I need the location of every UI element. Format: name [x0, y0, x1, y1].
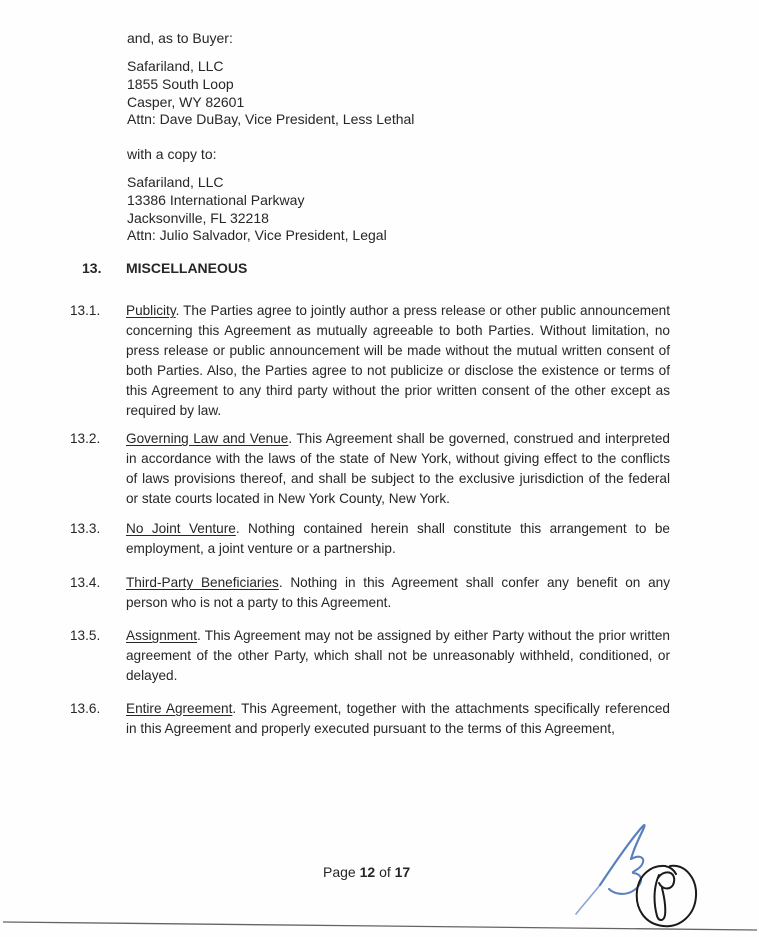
subsection-body: . This Agreement shall be governed, construed and interpreted in accordance with the laws of the state of New York, without giving effect to the conflicts of laws provisions thereof, and shall be subject to the exclusive jurisdiction of the federal or state courts located in New York County, New York.: [126, 431, 670, 506]
subsection-body: . The Parties agree to jointly author a press release or other public announcement concerning this Agreement as mutually agreeable to both Parties. Without limitation, no press release or public announcement will be made without the mutual written consent of both Parties. Also, the Parties agree to not publicize or disclose the existence or terms of this Agreement to any third party without the prior written consent of the other except as required by law.: [126, 303, 670, 418]
page-footer: [323, 864, 410, 880]
subsection-number: 13.4.: [70, 575, 101, 590]
address-line: Jacksonville, FL 32218: [127, 209, 269, 226]
subsection-number: 13.5.: [70, 628, 101, 643]
subsection-body: . This Agreement may not be assigned by either Party without the prior written agreement of the other Party, which shall not be unreasonably withheld, conditioned, or delayed.: [126, 628, 670, 683]
subsection-text: [126, 699, 670, 739]
handwritten-initial-blue-icon: [576, 825, 645, 914]
subsection-13-2: [70, 429, 670, 509]
subsection-text: [126, 301, 670, 421]
subsection-body: . Nothing in this Agreement shall confer any benefit on any person who is not a party to this Agreement.: [126, 575, 670, 610]
scan-artifact-line: [0, 912, 759, 937]
address-line: 13386 International Parkway: [127, 191, 305, 208]
subsection-13-3: [70, 519, 670, 559]
footer-total-pages: 17: [394, 864, 411, 880]
address-line: Attn: Julio Salvador, Vice President, Legal: [127, 227, 387, 244]
subsection-13-4: [70, 573, 670, 613]
subsection-text: [126, 429, 670, 509]
subsection-number: 13.2.: [70, 431, 101, 446]
section-heading: [82, 260, 247, 276]
subsection-heading: Third-Party Beneficiaries: [126, 575, 279, 590]
subsection-heading: Entire Agreement: [126, 701, 233, 716]
address-line: 1855 South Loop: [127, 75, 234, 92]
subsection-13-1: [70, 301, 670, 421]
subsection-body: . Nothing contained herein shall constitute this arrangement to be employment, a joint venture or a partnership.: [126, 521, 670, 556]
footer-page-label: Page: [323, 864, 356, 880]
subsection-heading: Assignment: [126, 628, 198, 643]
footer-page-number: 12: [359, 864, 376, 880]
address-line: Attn: Dave DuBay, Vice President, Less Lethal: [127, 111, 415, 128]
subsection-body: . This Agreement, together with the attachments specifically referenced in this Agreement and properly executed pursuant to the terms of this Agreement,: [126, 701, 670, 736]
footer-of-label: of: [379, 864, 391, 880]
subsection-number: 13.3.: [70, 521, 101, 536]
subsection-heading: Governing Law and Venue: [126, 431, 289, 446]
subsection-text: [126, 519, 670, 559]
section-number: 13.: [82, 260, 102, 276]
subsection-number: 13.6.: [70, 701, 101, 716]
address-line: Safariland, LLC: [127, 174, 224, 190]
section-title: MISCELLANEOUS: [126, 260, 248, 276]
address-line: Casper, WY 82601: [127, 93, 245, 110]
copy-notice-intro: with a copy to:: [127, 146, 217, 162]
subsection-13-5: [70, 626, 670, 686]
buyer-address-block: [127, 58, 414, 129]
subsection-13-6: [70, 699, 670, 739]
subsection-text: [126, 573, 670, 613]
address-line: Safariland, LLC: [127, 58, 224, 74]
copy-address-block: [127, 174, 387, 245]
subsection-text: [126, 626, 670, 686]
subsection-heading: Publicity: [126, 303, 176, 318]
subsection-number: 13.1.: [70, 303, 101, 318]
subsection-heading: No Joint Venture: [126, 521, 236, 536]
buyer-notice-intro: and, as to Buyer:: [127, 30, 233, 46]
